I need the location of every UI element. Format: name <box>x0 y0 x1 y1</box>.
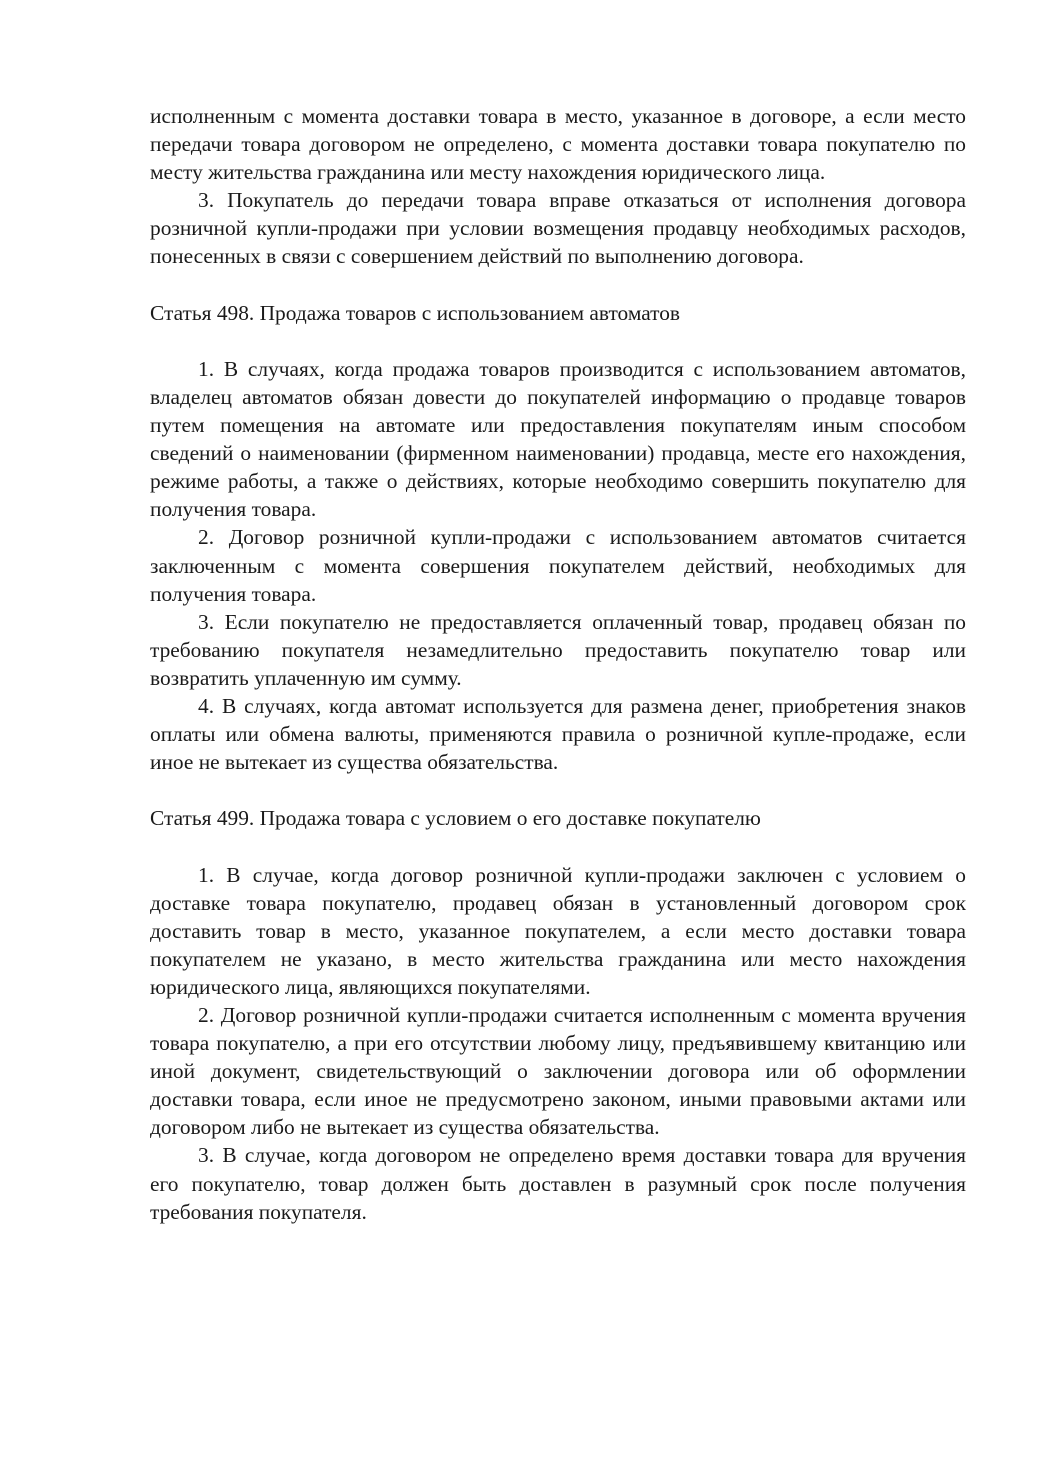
lead-item-3: 3. Покупатель до передачи товара вправе отказаться от исполнения договора розничной купли-продажи при условии возмещения продавцу необходимых расходов, понесенных в связи с совершением действий по выполнению договора. <box>150 188 966 269</box>
document-page <box>150 102 966 1226</box>
spacer <box>150 776 966 804</box>
spacer <box>150 832 966 860</box>
article-498-item-1: 1. В случаях, когда продажа товаров производится с использованием автоматов, владелец автоматов обязан довести до покупателей информацию о продавце товаров путем помещения на автомате или предоставления покупателям иным способом сведений о наименовании (фирменном наименовании) продавца, месте его нахождения, режиме работы, а также о действиях, которые необходимо совершить покупателю для получения товара. <box>150 356 966 522</box>
spacer <box>150 271 966 299</box>
lead-paragraph: исполненным с момента доставки товара в место, указанное в договоре, а если место передачи товара договором не определено, с момента доставки товара покупателю по месту жительства гражданина или месту нахождения юридического лица. <box>150 104 966 185</box>
article-499-item-1: 1. В случае, когда договор розничной купли-продажи заключен с условием о доставке товара покупателю, продавец обязан в установленный договором срок доставить товар в место, указанное покупателем, а если место доставки товара покупателем не указано, в место жительства гражданина или место нахождения юридического лица, являющихся покупателями. <box>150 862 966 999</box>
article-499-title: Статья 499. Продажа товара с условием о его доставке покупателю <box>150 806 761 831</box>
article-498-item-2: 2. Договор розничной купли-продажи с использованием автоматов считается заключенным с момента совершения покупателем действий, необходимых для получения товара. <box>150 525 966 606</box>
spacer <box>150 327 966 355</box>
article-499-item-3: 3. В случае, когда договором не определено время доставки товара для вручения его покупателю, товар должен быть доставлен в разумный срок после получения требования покупателя. <box>150 1143 966 1224</box>
article-499-item-2: 2. Договор розничной купли-продажи считается исполненным с момента вручения товара покупателю, а при его отсутствии любому лицу, предъявившему квитанцию или иной документ, свидетельствующий о заключении договора или об оформлении доставки товара, если иное не предусмотрено законом, иными правовыми актами или договором либо не вытекает из существа обязательства. <box>150 1003 966 1140</box>
article-498-item-3: 3. Если покупателю не предоставляется оплаченный товар, продавец обязан по требованию покупателя незамедлительно предоставить покупателю товар или возвратить уплаченную им сумму. <box>150 609 966 690</box>
article-498-item-4: 4. В случаях, когда автомат используется для размена денег, приобретения знаков оплаты или обмена валюты, применяются правила о розничной купле-продаже, если иное не вытекает из существа обязательства. <box>150 693 966 775</box>
article-498-title: Статья 498. Продажа товаров с использованием автоматов <box>150 300 681 325</box>
